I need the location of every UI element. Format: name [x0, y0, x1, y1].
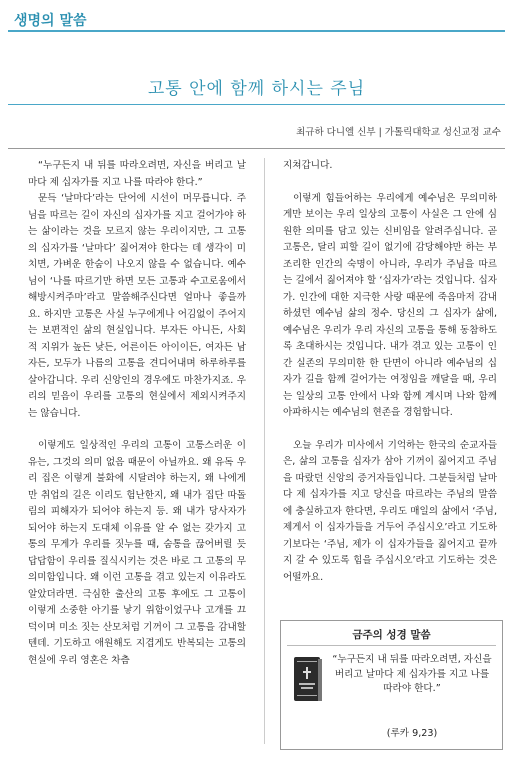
author-byline: 최규하 다니엘 신부 | 가톨릭대학교 성신교정 교수 — [296, 127, 501, 138]
scripture-reference: (루카 9,23) — [386, 728, 438, 739]
body-paragraph: 이렇게 힘들어하는 우리에게 예수님은 무의미하게만 보이는 우리 일상의 고통이 사실은 그 안에 심원한 의미를 담고 있는 신비임을 알려주십니다. 곧 고통은, 달리 피할 길이 없기에 감당해야만 하는 부조리한 인간의 숙명이 아니라, 우리가 주님을 따르는 길에서 짊어져야 할 ‘십자가’라는 것입니다. 십자가. 인간에 대한 지극한 사랑 때문에 죽음마저 감내하셨던 예수님 삶의 정수. 당신의 그 십자가 삶에, 예수님은 우리가 우리 자신의 고통을 통해 동참하도록 초대하시는 것입니다. 내가 겪고 있는 고통이 인간 실존의 무의미한 한 단면이 아니라 예수님의 십자가 길을 함께 걸어가는 여정임을 깨달을 때, 우리는 일상의 고통 안에서 나와 함께 계시며 나와 함께 아파하시는 예수님의 현존을 경험합니다. — [283, 192, 497, 418]
body-paragraph: 문득 ‘날마다’라는 단어에 시선이 머무릅니다. 주님을 따르는 길이 자신의 십자가를 지고 걸어가야 하는 삶이라는 것을 모르지 않는 우리이지만, 그 고통의 십자가를 ‘날마다’ 짊어져야 한다는 데 생각이 미치면, 가벼운 한숨이 나오지 않을 수 없습니다. 예수님이 ‘나를 따르기만 하면 모든 고통과 수고로움에서 해방시켜주마’라고 말씀해주신다면 얼마나 좋을까요. 하지만 고통은 사실 누구에게나 어김없이 주어지는 보편적인 삶의 현실입니다. 부자든 아니든, 사회적 지위가 높든 낮든, 어른이든 아이이든, 여자든 남자든, 모두가 나름의 고통을 견디어내며 하루하루를 살아갑니다. 우리 신앙인의 경우에도 마찬가지죠. 우리의 믿음이 우리를 고통의 현실에서 제외시켜주지는 않습니다. — [28, 193, 246, 419]
byline-divider — [8, 148, 505, 149]
weekly-scripture-box — [280, 620, 503, 750]
scripture-box-divider — [287, 645, 496, 646]
left-text-column — [28, 158, 246, 669]
title-divider — [8, 104, 505, 105]
page-header — [0, 0, 513, 36]
holy-bible-book-icon — [291, 655, 325, 705]
body-paragraph: 이렇게도 일상적인 우리의 고통이 고통스러운 이유는, 그것의 의미 없음 때문이 아닐까요. 왜 유독 우리 집은 이렇게 불화에 시달려야 하는지, 왜 나에게만 취업의 길은 이리도 험난한지, 왜 내가 집단 따돌림의 피해자가 되어야 하는지 등. 왜 내가 당사자가 되어야 하는지 도대체 이유를 알 수 없는 갖가지 고통의 무게가 우리를 짓누를 때, 숨통을 끊어버릴 듯 답답함이 우리를 질식시키는 것은 바로 그 고통의 무의미함입니다. 왜 이런 고통을 겪고 있는지 이유라도 알았더라면. 극심한 출산의 고통 후에도 그 고통이 이렇게 소중한 아기를 낳기 위함이었구나 고개를 끄덕이며 미소 짓는 산모처럼 기꺼이 그 고통을 감내할 텐데. 기도하고 애원해도 지겹게도 반복되는 고통의 현실에 우리 영혼은 차츰 — [28, 440, 246, 666]
header-divider — [8, 30, 505, 32]
scripture-box-title: 금주의 성경 말씀 — [352, 629, 431, 641]
opening-quote-paragraph: “누구든지 내 뒤를 따라오려면, 자신을 버리고 날마다 제 십자가를 지고 나를 따라야 한다.” — [28, 160, 246, 188]
right-text-column — [283, 158, 497, 586]
section-title: 생명의 말씀 — [14, 13, 87, 29]
column-divider — [264, 158, 265, 744]
article-title: 고통 안에 함께 하시는 주님 — [147, 79, 366, 99]
body-paragraph: 오늘 우리가 미사에서 기억하는 한국의 순교자들은, 삶의 고통을 십자가 삼아 기꺼이 짊어지고 주님을 따랐던 신앙의 증거자들입니다. 그분들처럼 날마다 제 십자가를 지고 당신을 따르라는 주님의 말씀에 충실하고자 한다면, 우리도 매일의 삶에서 ‘주님, 제게서 이 십자가들을 거두어 주십시오’라고 기도하기보다는 ‘주님, 제가 이 십자가들을 짊어지고 끝까지 갈 수 있도록 힘을 주십시오’라고 기도하는 것은 어떨까요. — [283, 439, 497, 583]
body-paragraph: 지쳐갑니다. — [283, 160, 333, 171]
scripture-quote: “누구든지 내 뒤를 따라오려면, 자신을 버리고 날마다 제 십자가를 지고 나를 따라야 한다.” — [332, 654, 492, 694]
